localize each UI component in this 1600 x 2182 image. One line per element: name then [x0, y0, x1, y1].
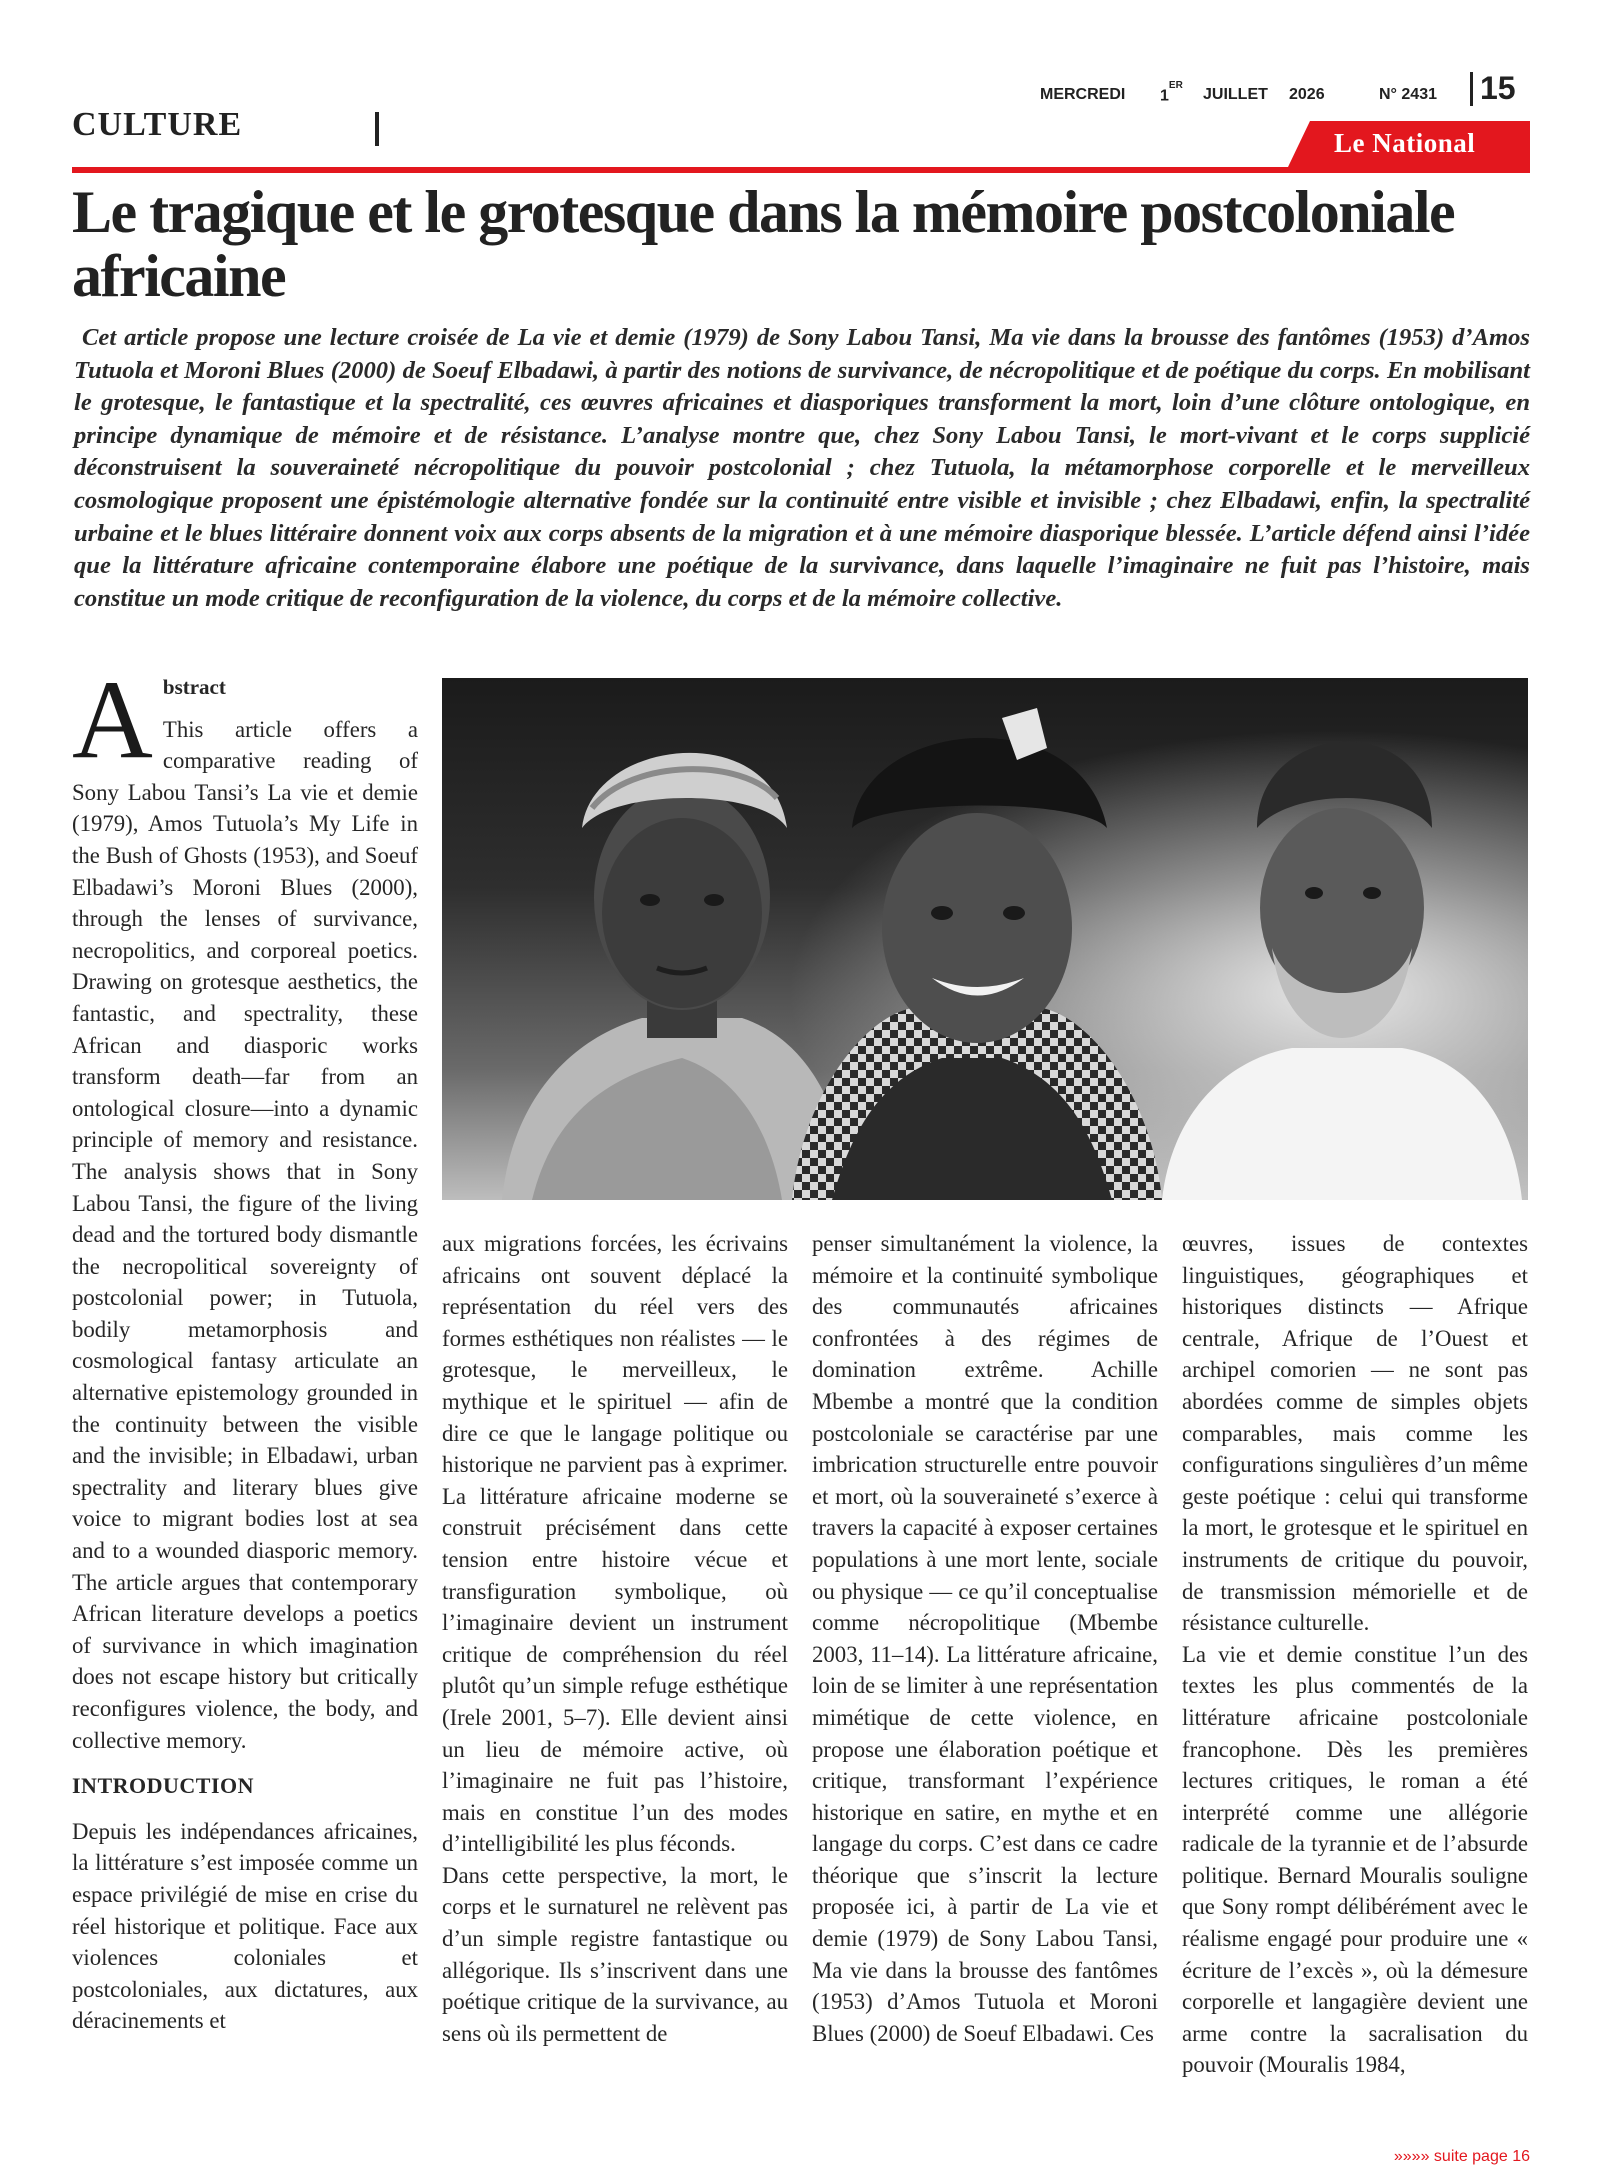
body-paragraph: œuvres, issues de contextes linguistiques, géographiques et historiques distincts — Afrique centrale, Afrique de l’Ouest et archipel comorien — ne sont pas abordées comme de simples objets comparables, mais comme les configurations singulières d’un même geste poétique : celui qui transforme la mort, le grotesque et le spirituel en instruments de critique du pouvoir, de transmission mémorielle et de résistance culturelle.: [1182, 1231, 1528, 1636]
abstract-text: This article offers a comparative reading of Sony Labou Tansi’s La vie et demie (1979), Amos Tutuola’s My Life in the Bush of Ghosts (1953), and Soeuf Elbadawi’s Moroni Blues (2000), through the lenses of survivance, necropolitics, and corporeal poetics. Drawing on grotesque aesthetics, the fantastic, and spectrality, these African and diasporic works transform death—far from an ontological closure—into a dynamic principle of memory and resistance. The analysis shows that in Sony Labou Tansi, the figure of the living dead and the tortured body dismantle the necropolitical sovereignty of postcolonial power; in Tutuola, bodily metamorphosis and cosmological fantasy articulate an alternative epistemology grounded in the continuity between the visible and the invisible; in Elbadawi, urban spectrality and literary blues give voice to migrant bodies lost at sea and to a wounded diasporic memory. The article argues that contemporary African literature develops a poetics of survivance in which imagination does not escape history but critically reconfigures violence, the body, and collective memory.: [72, 716, 418, 1753]
page-number: 15: [1480, 70, 1516, 106]
drop-cap: A: [72, 658, 153, 782]
newspaper-name: Le National: [1334, 128, 1476, 158]
body-paragraph: La vie et demie constitue l’un des textes les plus commentés de la littérature africaine postcoloniale francophone. Dès les premières lectures critiques, le roman a été interprété comme une allégorie radicale de la tyrannie et de l’absurde politique. Bernard Mouralis souligne que Sony rompt délibérément avec le réalisme engagé pour produire une « écriture de l’excès », où la démesure corporelle et langagière devient une arme contre la sacralisation du pouvoir (Mouralis 1984,: [1182, 1641, 1528, 2078]
section-divider: [375, 112, 379, 146]
issue-date: [1040, 80, 1440, 110]
continued-link[interactable]: »»»» suite page 16: [1393, 2148, 1530, 2165]
section-label: CULTURE: [72, 106, 243, 143]
date-weekday: MERCREDI: [1040, 86, 1126, 103]
column-2: [442, 1228, 788, 2049]
column-4: [1182, 1228, 1528, 2081]
body-paragraph: aux migrations forcées, les écrivains africains ont souvent déplacé la représentation du réel vers des formes esthétiques non réalistes — le grotesque, le merveilleux, le mythique et le spirituel — afin de dire ce que le langage politique ou historique ne parvient pas à exprimer. La littérature africaine moderne se construit précisément dans cette tension entre histoire vécue et transfiguration symbolique, où l’imaginaire devient un instrument critique de compréhension du réel plutôt qu’un simple refuge esthétique (Irele 2001, 5–7). Elle devient ainsi un lieu de mémoire active, où l’imaginaire ne fuit pas l’histoire, mais en constitue l’un des modes d’intelligibilité les plus féconds.: [442, 1231, 788, 1857]
abstract-label: bstract: [162, 675, 226, 699]
date-day: 1ER: [1160, 80, 1183, 105]
introduction-paragraph: Depuis les indépendances africaines, la littérature s’est imposée comme un espace privilégié de mise en crise du réel historique et politique. Face aux violences coloniales et postcoloniales, aux dictatures, aux déracinements et: [72, 1818, 418, 2034]
body-paragraph: Dans cette perspective, la mort, le corps et le surnaturel ne relèvent pas d’un simple registre fantastique ou allégorique. Ils s’inscrivent dans une poétique critique de la survivance, au sens où ils permettent de: [442, 1862, 788, 2046]
article-title: Le tragique et le grotesque dans la mémoire postcoloniale africaine: [72, 179, 1455, 309]
article-lede: Cet article propose une lecture croisée de La vie et demie (1979) de Sony Labou Tansi, Ma vie dans la brousse des fantômes (1953) d’Amos Tutuola et Moroni Blues (2000) de Soeuf Elbadawi, à partir des notions de survivance, de nécropolitique et de poétique du corps. En mobilisant le grotesque, le fantastique et la spectralité, ces œuvres africaines et diasporiques transforment la mort, loin d’une clôture ontologique, en principe dynamique de mémoire et de résistance. L’analyse montre que, chez Sony Labou Tansi, le mort-vivant et le corps supplicié déconstruisent la souveraineté nécropolitique du pouvoir postcolonial ; chez Tutuola, la métamorphose corporelle et le merveilleux cosmologique proposent une épistémologie alternative fondée sur la continuité entre visible et invisible ; chez Elbadawi, enfin, la spectralité urbaine et le blues littéraire donnent voix aux corps absents de la migration et à une mémoire diasporique blessée. L’article défend ainsi l’idée que la littérature africaine contemporaine élabore une poétique de la survivance, dans laquelle l’imaginaire ne fuit pas l’histoire, mais constitue un mode critique de reconfiguration de la violence, du corps et de la mémoire collective.: [74, 324, 1530, 612]
column-abstract: [72, 658, 418, 2037]
issue-number: N° 2431: [1379, 86, 1437, 103]
page-number-divider: [1470, 72, 1473, 106]
body-paragraph: penser simultanément la violence, la mémoire et la continuité symbolique des communautés africaines confrontées à des régimes de domination extrême. Achille Mbembe a montré que la condition postcoloniale se caractérise par une imbrication structurelle entre pouvoir et mort, où la souveraineté s’exerce à travers la capacité à exposer certaines populations à une mort lente, sociale ou physique — ce qu’il conceptualise comme nécropolitique (Mbembe 2003, 11–14). La littérature africaine, loin de se limiter à une représentation mimétique de cette violence, en propose une élaboration poétique et critique, transformant l’expérience historique en satire, en mythe et en langage du corps. C’est dans ce cadre théorique que s’inscrit la lecture proposée ici, à partir de La vie et demie (1979) de Sony Labou Tansi, Ma vie dans la brousse des fantômes (1953) d’Amos Tutuola et Moroni Blues (2000) de Soeuf Elbadawi. Ces: [812, 1231, 1158, 2046]
introduction-heading: INTRODUCTION: [72, 1773, 255, 1799]
date-year: 2026: [1289, 86, 1325, 103]
date-month: JUILLET: [1203, 86, 1268, 103]
authors-photo: [442, 678, 1528, 1200]
header-rule: [72, 167, 1530, 173]
column-3: [812, 1228, 1158, 2049]
